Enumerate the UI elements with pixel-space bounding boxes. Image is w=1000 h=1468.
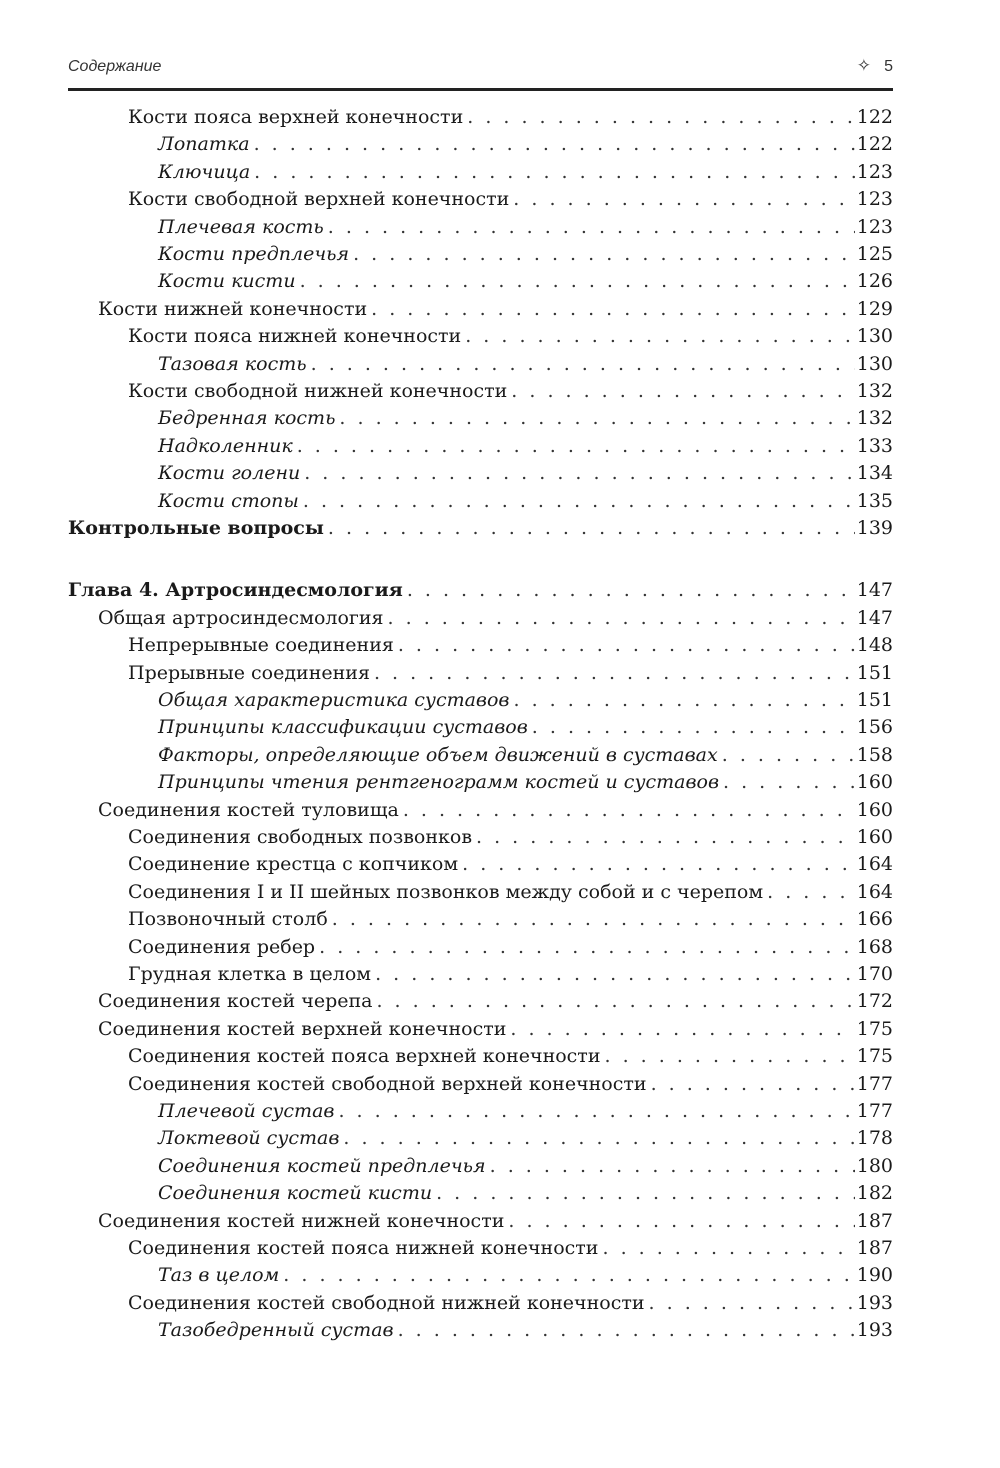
toc-entry-title: Соединения костей верхней конечности (98, 1017, 507, 1040)
toc-leader-dots (490, 1153, 855, 1180)
toc-entry-title: Тазовая кость (158, 352, 307, 375)
toc-entry-page: 190 (856, 1264, 893, 1287)
toc-entry-title: Кости пояса верхней конечности (128, 106, 464, 128)
toc-leader-dots (332, 906, 855, 933)
toc-entry (68, 159, 893, 186)
toc-entry-title: Бедренная кость (158, 407, 336, 430)
toc-entry-page: 156 (856, 716, 893, 739)
toc-leader-dots (339, 405, 855, 432)
toc-leader-dots (297, 433, 855, 460)
toc-entry (68, 488, 893, 515)
toc-entry-title: Таз в целом (158, 1264, 280, 1287)
toc-entry (68, 1235, 893, 1262)
toc-entry (68, 323, 893, 350)
toc-leader-dots (376, 988, 855, 1015)
toc-entry-page: 151 (856, 661, 893, 684)
toc-leader-dots (311, 351, 855, 378)
toc-entry (68, 577, 893, 604)
toc-leader-dots (514, 687, 856, 714)
toc-entry (68, 851, 893, 878)
toc-entry (68, 1043, 893, 1070)
toc-entry-page: 134 (856, 462, 893, 485)
toc-entry-page: 164 (856, 853, 893, 876)
toc-entry-title: Соединения костей нижней конечности (98, 1209, 505, 1232)
toc-entry (68, 1262, 893, 1289)
toc-entry-title: Кости свободной верхней конечности (128, 188, 510, 211)
toc-entry (68, 1290, 893, 1317)
toc-entry-page: 160 (856, 771, 893, 794)
toc-entry (68, 378, 893, 405)
toc-entry (68, 879, 893, 906)
toc-entry-page: 139 (856, 517, 893, 539)
toc-leader-dots (319, 934, 855, 961)
toc-entry (68, 296, 893, 323)
toc-leader-dots (353, 241, 855, 268)
toc-entry (68, 797, 893, 824)
toc-leader-dots (371, 296, 855, 323)
toc-entry-title: Лопатка (158, 133, 250, 156)
toc-entry-title: Позвоночный столб (128, 908, 328, 931)
toc-leader-dots (513, 186, 855, 213)
toc-entry (68, 660, 893, 687)
toc-entry (68, 241, 893, 268)
toc-entry-page: 151 (856, 689, 893, 711)
toc-leader-dots (407, 577, 855, 604)
toc-entry-title: Тазобедренный сустав (158, 1319, 394, 1342)
toc-entry-page: 172 (856, 990, 893, 1013)
toc-entry-page: 123 (856, 215, 893, 238)
toc-leader-dots (254, 131, 855, 158)
toc-entry (68, 988, 893, 1015)
toc-entry-title: Соединения костей предплечья (158, 1154, 486, 1177)
toc-entry-title: Кости голени (158, 462, 301, 485)
toc-entry (68, 433, 893, 460)
page-header (68, 58, 893, 82)
toc-leader-dots (304, 460, 855, 487)
toc-entry-page: 125 (856, 243, 893, 265)
toc-entry (68, 742, 893, 769)
toc-entry-title: Кости предплечья (158, 243, 350, 265)
toc-leader-dots (511, 378, 855, 405)
toc-entry-page: 187 (856, 1237, 893, 1259)
toc-entry-page: 187 (856, 1209, 893, 1232)
toc-leader-dots (436, 1180, 855, 1207)
toc-entry-title: Ключица (158, 160, 251, 183)
toc-entry-page: 122 (856, 106, 893, 128)
toc-entry (68, 1317, 893, 1344)
toc-entry-page: 135 (856, 489, 893, 512)
toc-entry (68, 605, 893, 632)
toc-entry-title: Общая характеристика суставов (158, 689, 510, 711)
toc-entry (68, 268, 893, 295)
toc-entry-page: 180 (856, 1154, 893, 1177)
toc-entry-page: 122 (856, 133, 893, 156)
toc-leader-dots (338, 1098, 855, 1125)
toc-entry-page: 158 (856, 743, 893, 766)
toc-entry-page: 193 (856, 1319, 893, 1342)
toc-entry-title: Соединения костей свободной верхней конечности (128, 1072, 647, 1095)
toc-entry-title: Кости нижней конечности (98, 297, 368, 320)
toc-entry-title: Соединения костей черепа (98, 990, 373, 1013)
toc-entry (68, 460, 893, 487)
toc-entry-title: Надколенник (158, 434, 293, 457)
toc-entry (68, 1180, 893, 1207)
toc-entry (68, 714, 893, 741)
toc-entry-page: 175 (856, 1017, 893, 1040)
toc-entry (68, 405, 893, 432)
toc-entry (68, 1016, 893, 1043)
toc-entry-page: 126 (856, 270, 893, 293)
toc-leader-dots (303, 488, 855, 515)
toc-leader-dots (532, 714, 855, 741)
toc-entry (68, 824, 893, 851)
toc-leader-dots (722, 742, 855, 769)
toc-entry-page: 123 (856, 160, 893, 183)
toc-entry (68, 632, 893, 659)
toc-entry-title: Соединения костей кисти (158, 1182, 433, 1205)
toc-entry (68, 1208, 893, 1235)
running-title: Содержание (68, 58, 162, 75)
toc-entry-title: Соединения I и II шейных позвонков между собой и с черепом (128, 880, 764, 903)
toc-entry-page: 160 (856, 826, 893, 848)
toc-entry-title: Грудная клетка в целом (128, 963, 372, 985)
toc-entry-page: 129 (856, 297, 893, 320)
toc-entry (68, 1071, 893, 1098)
toc-leader-dots (476, 824, 855, 851)
toc-entry-title: Соединения костей пояса нижней конечности (128, 1237, 599, 1259)
toc-entry-page: 132 (856, 407, 893, 430)
toc-leader-dots (375, 961, 855, 988)
toc-entry-title: Непрерывные соединения (128, 634, 394, 657)
toc-entry (68, 906, 893, 933)
toc-leader-dots (602, 1235, 855, 1262)
toc-entry (68, 351, 893, 378)
toc-entry-page: 123 (856, 188, 893, 211)
toc-entry-title: Локтевой сустав (158, 1127, 340, 1150)
toc-entry-page: 147 (856, 579, 893, 602)
toc-leader-dots (467, 104, 855, 131)
toc-entry-title: Принципы классификации суставов (158, 716, 528, 739)
toc-leader-dots (328, 515, 855, 542)
page-number: 5 (884, 58, 893, 75)
toc-leader-dots (651, 1071, 855, 1098)
toc-leader-dots (649, 1290, 855, 1317)
toc-leader-dots (300, 268, 855, 295)
toc-entry-page: 182 (856, 1182, 893, 1205)
toc-entry-title: Соединения костей свободной нижней конечности (128, 1291, 645, 1314)
toc-entry-page: 175 (856, 1045, 893, 1068)
toc-entry (68, 186, 893, 213)
toc-leader-dots (328, 214, 855, 241)
toc-entry-page: 164 (856, 880, 893, 903)
toc-entry-page: 170 (856, 963, 893, 985)
toc-entry-page: 160 (856, 798, 893, 821)
toc-leader-dots (508, 1208, 855, 1235)
toc-entry-title: Принципы чтения рентгенограмм костей и суставов (158, 771, 720, 794)
toc-entry-title: Общая артросиндесмология (98, 606, 384, 629)
toc-entry-title: Плечевой сустав (158, 1100, 335, 1122)
toc-entry (68, 131, 893, 158)
toc-entry-title: Кости стопы (158, 489, 299, 512)
toc-leader-dots (388, 605, 855, 632)
toc-entry-title: Глава 4. Артросиндесмология (68, 579, 403, 602)
toc-leader-dots (723, 769, 855, 796)
toc-leader-dots (403, 797, 855, 824)
toc-entry (68, 1098, 893, 1125)
toc-entry-page: 193 (856, 1291, 893, 1314)
toc-entry (68, 515, 893, 542)
toc-entry-title: Кости свободной нижней конечности (128, 380, 508, 402)
toc-entry-page: 130 (856, 325, 893, 348)
toc-entry-page: 168 (856, 935, 893, 958)
toc-entry-title: Соединения ребер (128, 935, 316, 958)
toc-entry-title: Плечевая кость (158, 215, 324, 238)
toc-entry-page: 133 (856, 434, 893, 457)
header-rule (68, 88, 893, 91)
toc-leader-dots (398, 1317, 855, 1344)
toc-entry (68, 769, 893, 796)
toc-leader-dots (343, 1125, 855, 1152)
toc-entry-page: 166 (856, 908, 893, 931)
toc-entry-title: Факторы, определяющие объем движений в суставах (158, 743, 718, 766)
toc-entry-title: Соединение крестца с копчиком (128, 853, 459, 876)
toc-entry-title: Соединения костей туловища (98, 798, 399, 821)
toc-entry (68, 1125, 893, 1152)
toc-entry-page: 178 (856, 1127, 893, 1150)
toc-entry (68, 1153, 893, 1180)
ornament-icon: ✧ (856, 56, 871, 76)
toc-entry-title: Соединения свободных позвонков (128, 826, 473, 848)
toc-entry-page: 148 (856, 634, 893, 657)
toc-entry (68, 961, 893, 988)
toc-leader-dots (398, 632, 855, 659)
toc-leader-dots (374, 660, 855, 687)
toc-entry-page: 132 (856, 380, 893, 402)
toc-leader-dots (767, 879, 855, 906)
toc-entry-page: 130 (856, 352, 893, 375)
toc-entry-page: 147 (856, 606, 893, 629)
toc-entry-title: Соединения костей пояса верхней конечности (128, 1045, 601, 1068)
toc-entry-page: 177 (856, 1100, 893, 1122)
toc-leader-dots (462, 851, 855, 878)
toc-leader-dots (465, 323, 855, 350)
toc-leader-dots (605, 1043, 856, 1070)
toc-entry (68, 687, 893, 714)
toc-entry (68, 934, 893, 961)
toc-entry (68, 104, 893, 131)
toc-entry-title: Контрольные вопросы (68, 517, 324, 539)
toc-entry-title: Прерывные соединения (128, 661, 370, 684)
toc-entry-title: Кости пояса нижней конечности (128, 325, 462, 348)
toc-leader-dots (283, 1262, 855, 1289)
toc-entry-title: Кости кисти (158, 270, 296, 293)
toc-entry (68, 214, 893, 241)
toc-leader-dots (254, 159, 855, 186)
toc-entry-page: 177 (856, 1072, 893, 1095)
toc-leader-dots (510, 1016, 855, 1043)
